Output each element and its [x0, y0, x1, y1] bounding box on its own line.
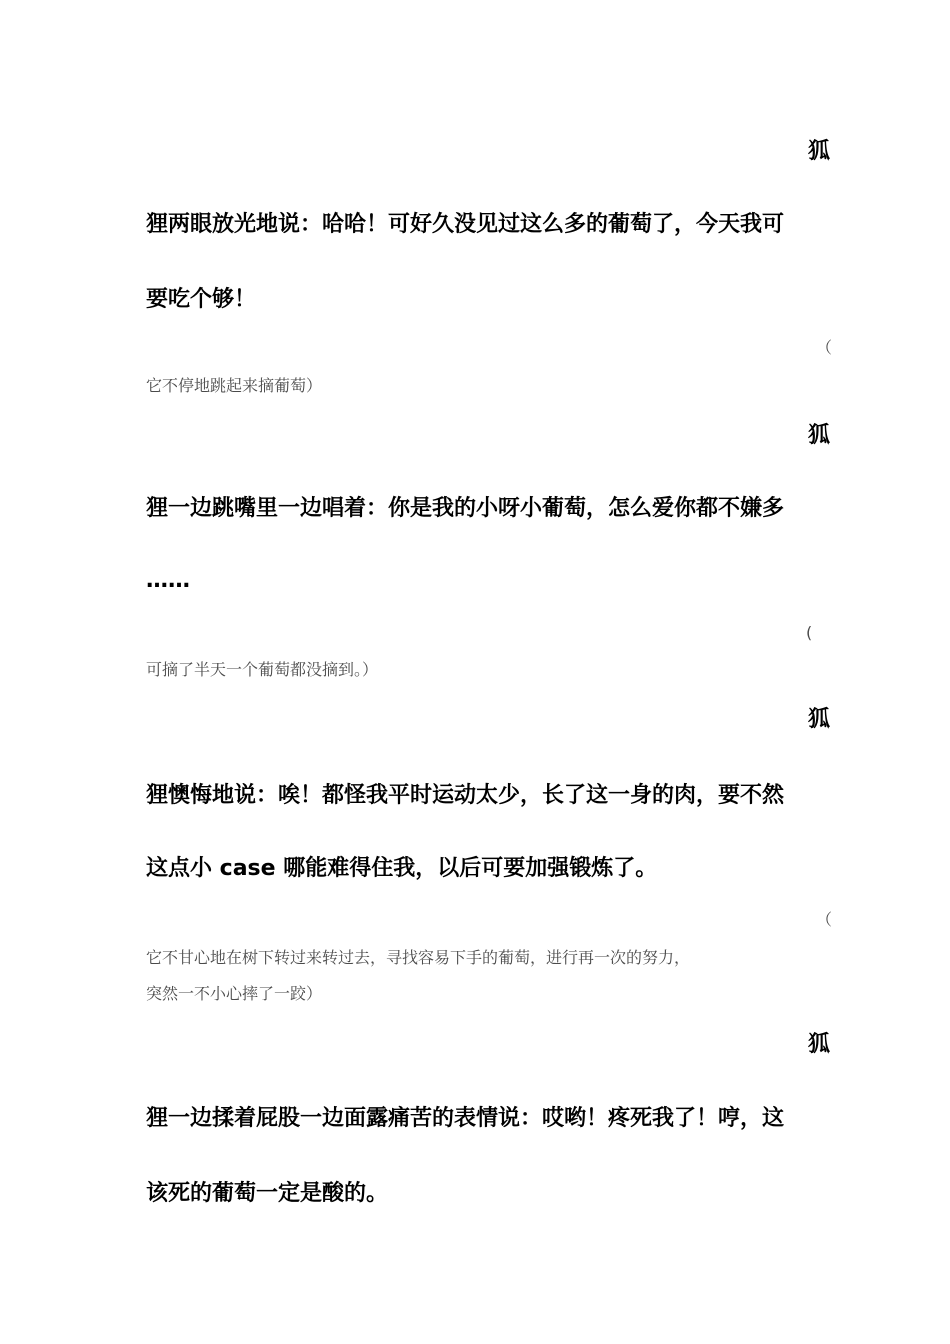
speech-lead-char: 狐 — [808, 707, 831, 732]
speech-line: 狸懊悔地说：唉！都怪我平时运动太少，长了这一身的肉，要不然 — [146, 783, 785, 808]
speech-line: …… — [146, 568, 190, 593]
speech-line: 狸一边揉着屁股一边面露痛苦的表情说：哎哟！疼死我了！哼，这 — [146, 1106, 785, 1131]
speech-line: 这点小 case 哪能难得住我，以后可要加强锻炼了。 — [146, 856, 658, 881]
stage-direction-open-paren: （ — [816, 338, 833, 357]
stage-direction-line: 它不停地跳起来摘葡萄） — [146, 376, 323, 395]
speech-line: 该死的葡萄一定是酸的。 — [146, 1181, 389, 1206]
speech-line: 要吃个够！ — [146, 287, 257, 312]
speech-lead-char: 狐 — [808, 1032, 831, 1057]
speech-line: 狸一边跳嘴里一边唱着：你是我的小呀小葡萄，怎么爱你都不嫌多 — [146, 496, 785, 521]
stage-direction-line: 可摘了半天一个葡萄都没摘到。） — [146, 660, 379, 679]
speech-lead-char: 狐 — [808, 423, 831, 448]
speech-lead-char: 狐 — [808, 139, 831, 164]
stage-direction-open-paren: ( — [806, 623, 813, 642]
stage-direction-line: 它不甘心地在树下转过来转过去，寻找容易下手的葡萄，进行再一次的努力， — [146, 948, 691, 967]
stage-direction-open-paren: （ — [816, 910, 833, 929]
stage-direction-line: 突然一不小心摔了一跤） — [146, 984, 323, 1003]
speech-line: 狸两眼放光地说：哈哈！可好久没见过这么多的葡萄了，今天我可 — [146, 212, 785, 237]
